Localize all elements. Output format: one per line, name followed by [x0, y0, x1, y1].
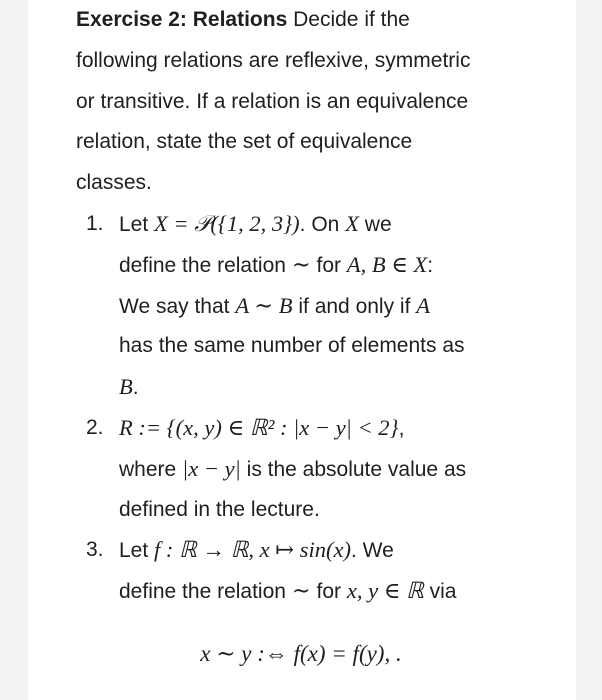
item-line: define the relation ∼ for x, y ∈ ℝ via	[119, 578, 457, 604]
intro-text: Decide if the	[287, 8, 410, 31]
math: |x − y|	[182, 455, 241, 481]
exercise-text	[76, 0, 566, 612]
item-line: Let X = 𝒫({1, 2, 3}). On X we	[119, 210, 392, 236]
item-number: 1.	[86, 211, 104, 235]
item-line: has the same number of elements as	[119, 334, 465, 358]
item-line: where |x − y| is the absolute value as	[119, 455, 467, 481]
intro-line-4: relation, state the set of equivalence	[76, 130, 413, 154]
math: R := {(x, y) ∈ ℝ² : |x − y| < 2}	[119, 414, 399, 440]
math: x, y ∈ ℝ	[346, 578, 424, 604]
math: X	[345, 210, 359, 236]
item-number: 3.	[86, 538, 104, 562]
item-line: Let f : ℝ → ℝ, x ↦ sin(x). We	[119, 537, 394, 563]
intro-line-3: or transitive. If a relation is an equivalence	[76, 89, 469, 113]
math: ∼	[291, 251, 311, 277]
relations-list	[76, 204, 566, 612]
intro-line-2: following relations are reflexive, symmetric	[76, 48, 471, 72]
list-item	[76, 530, 566, 612]
math: X = 𝒫({1, 2, 3})	[154, 210, 300, 236]
math: f : ℝ → ℝ, x ↦ sin(x)	[154, 537, 351, 563]
list-item	[76, 408, 566, 530]
item-number: 2.	[86, 415, 104, 439]
intro-line-5: classes.	[76, 171, 152, 195]
item-line: We say that A ∼ B if and only if A	[119, 292, 431, 318]
item-line: B.	[119, 374, 139, 400]
item-line: define the relation ∼ for A, B ∈ X:	[119, 251, 434, 277]
item-line: defined in the lecture.	[119, 497, 320, 521]
math: B	[119, 374, 133, 400]
item-line: R := {(x, y) ∈ ℝ² : |x − y| < 2},	[119, 414, 405, 440]
list-item	[76, 204, 566, 408]
display-formula: x ∼ y :⇔ f(x) = f(y), .	[200, 641, 402, 666]
math: ∼	[291, 578, 311, 604]
math: A	[416, 292, 431, 318]
exercise-heading: Exercise 2: Relations	[76, 8, 288, 31]
intro-line-1	[76, 0, 566, 41]
math: A, B ∈ X	[346, 251, 428, 277]
math: A ∼ B	[235, 292, 293, 318]
